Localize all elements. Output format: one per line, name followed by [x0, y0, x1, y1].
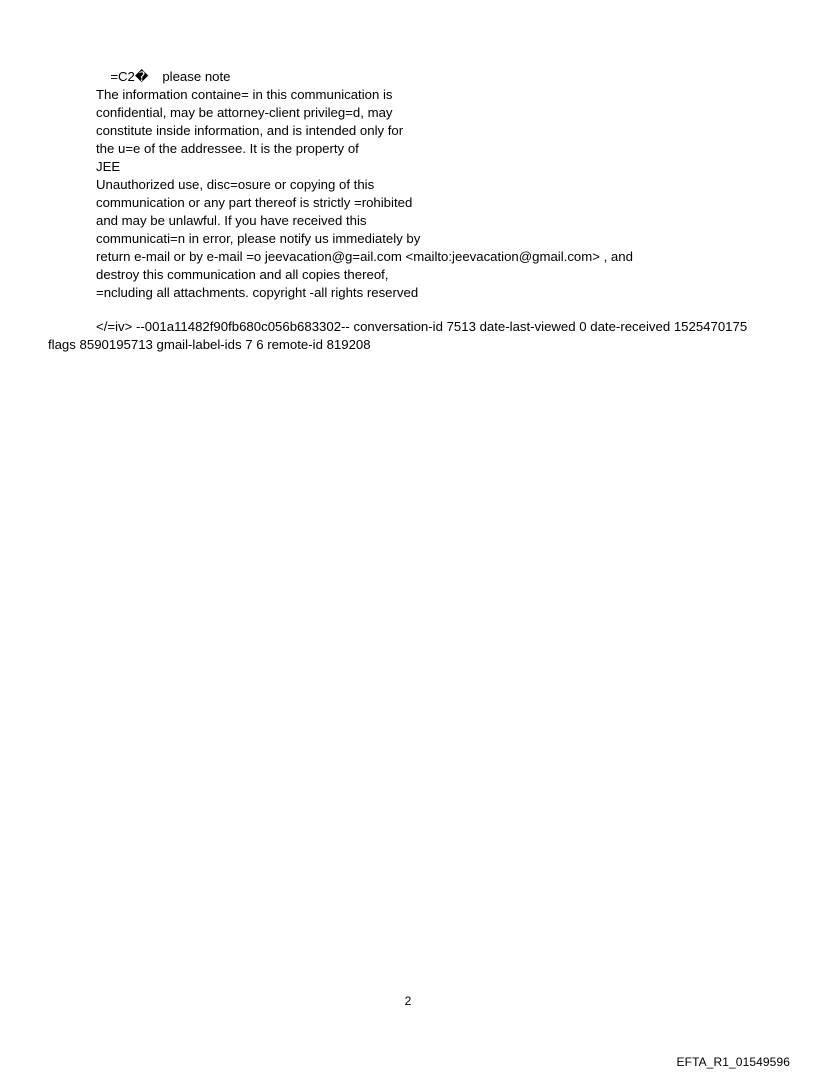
notice-line: confidential, may be attorney-client privileg=d, may [96, 105, 393, 120]
notice-line: destroy this communication and all copies thereof, [96, 267, 389, 282]
notice-line: return e-mail or by e-mail =o jeevacation@g=ail.com <mailto:jeevacation@gmail.com> , and [96, 249, 633, 264]
mime-trailer-line: flags 8590195713 gmail-label-ids 7 6 remote-id 819208 [48, 337, 371, 352]
header-note-prefix: =C2� [110, 69, 149, 84]
page-number: 2 [404, 994, 412, 1008]
notice-line: Unauthorized use, disc=osure or copying of this [96, 177, 375, 192]
header-note [103, 50, 231, 86]
header-note-text: please note [162, 69, 231, 84]
notice-line: communicati=n in error, please notify us immediately by [96, 231, 421, 246]
notice-line: The information containe= in this communication is [96, 87, 393, 102]
notice-line: constitute inside information, and is intended only for [96, 123, 404, 138]
notice-line: the u=e of the addressee. It is the property of [96, 141, 359, 156]
notice-line: communication or any part thereof is strictly =rohibited [96, 195, 413, 210]
notice-line: JEE [96, 159, 121, 174]
notice-line: =ncluding all attachments. copyright -all rights reserved [96, 285, 419, 300]
bates-number: EFTA_R1_01549596 [676, 1055, 790, 1069]
mime-trailer-line: </=iv> --001a11482f90fb680c056b683302-- conversation-id 7513 date-last-viewed 0 date-received 1525470175 [96, 319, 748, 334]
notice-line: and may be unlawful. If you have received this [96, 213, 367, 228]
confidentiality-notice [96, 86, 633, 302]
